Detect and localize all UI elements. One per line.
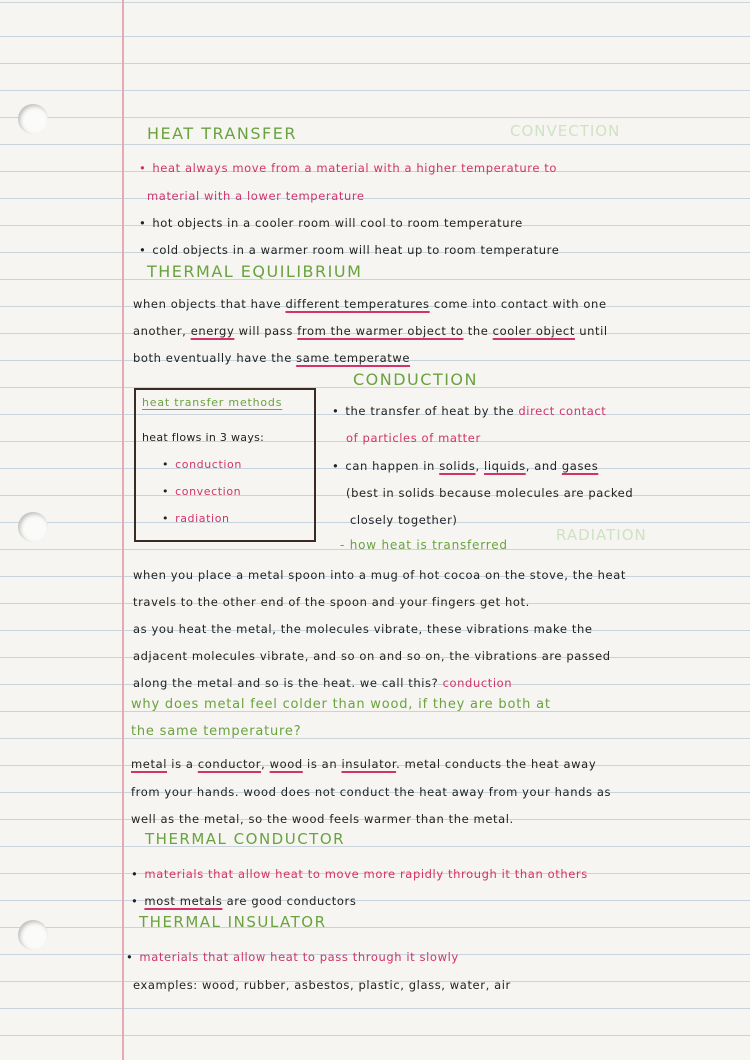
text: both eventually have the xyxy=(133,351,297,365)
underlined-text: same temperatwe xyxy=(296,351,411,365)
text: is a xyxy=(167,757,198,771)
method-item-convection xyxy=(162,485,241,498)
text: when objects that have xyxy=(133,297,286,311)
punch-hole-middle xyxy=(18,512,48,542)
bullet: • xyxy=(139,243,147,257)
conductor-bullet-1 xyxy=(131,867,588,881)
underlined-text: cooler object xyxy=(492,324,575,338)
example-line-3: as you heat the metal, the molecules vibrate, these vibrations make the xyxy=(133,622,593,636)
underlined-text: insulator xyxy=(341,757,397,771)
answer-line-3: well as the metal, so the wood feels warmer than the metal. xyxy=(131,812,514,826)
answer-line-1 xyxy=(131,757,596,771)
bullet-text: heat always move from a material with a higher temperature to xyxy=(152,161,558,175)
bullet-text: materials that allow heat to pass through it slowly xyxy=(139,950,459,964)
highlight-text: conduction xyxy=(442,676,513,690)
heat-transfer-bullet-2 xyxy=(139,216,523,230)
insulator-examples: examples: wood, rubber, asbestos, plastic, glass, water, air xyxy=(133,978,511,992)
text: come into contact with one xyxy=(429,297,607,311)
heat-transfer-bullet-3 xyxy=(139,243,559,257)
answer-line-2: from your hands. wood does not conduct the heat away from your hands as xyxy=(131,785,612,799)
bullet: • xyxy=(162,458,170,471)
underlined-text: from the warmer object to xyxy=(297,324,464,338)
equilibrium-line-2 xyxy=(133,324,608,338)
text: , xyxy=(261,757,270,771)
bullet: • xyxy=(162,512,170,525)
conduction-note-1: (best in solids because molecules are packed xyxy=(346,486,634,500)
conduction-note-2: closely together) xyxy=(350,513,458,527)
heat-transfer-bullet-1-cont: material with a lower temperature xyxy=(147,189,365,203)
punch-hole-bottom xyxy=(18,920,48,950)
underlined-text: most metals xyxy=(144,894,223,908)
text: the transfer of heat by the xyxy=(345,404,519,418)
text: will pass xyxy=(234,324,298,338)
heading-thermal-equilibrium: THERMAL EQUILIBRIUM xyxy=(147,262,363,281)
example-line-4: adjacent molecules vibrate, and so on and so on, the vibrations are passed xyxy=(133,649,611,663)
heading-conduction: CONDUCTION xyxy=(353,370,478,389)
underlined-text: liquids xyxy=(484,459,526,473)
methods-box-title: heat transfer methods xyxy=(142,396,283,409)
bullet: • xyxy=(126,950,134,964)
methods-box-intro: heat flows in 3 ways: xyxy=(142,431,265,444)
conduction-bullet-1 xyxy=(332,404,606,418)
bullet: • xyxy=(131,867,139,881)
punch-hole-top xyxy=(18,104,48,134)
underlined-text: wood xyxy=(269,757,303,771)
text: the xyxy=(463,324,493,338)
conduction-how-label: - how heat is transferred xyxy=(340,538,508,552)
example-line-2: travels to the other end of the spoon and your fingers get hot. xyxy=(133,595,530,609)
bullet: • xyxy=(139,161,147,175)
question-line-1: why does metal feel colder than wood, if they are both at xyxy=(131,697,551,712)
method-label: convection xyxy=(175,485,242,498)
bullet-text: hot objects in a cooler room will cool to room temperature xyxy=(152,216,523,230)
heat-transfer-bullet-1 xyxy=(139,161,557,175)
conductor-bullet-2 xyxy=(131,894,356,908)
text: another, xyxy=(133,324,191,338)
bullet: • xyxy=(139,216,147,230)
heading-thermal-conductor: THERMAL CONDUCTOR xyxy=(145,830,346,848)
heading-thermal-insulator: THERMAL INSULATOR xyxy=(139,913,327,931)
equilibrium-line-3 xyxy=(133,351,410,365)
heat-transfer-methods-box xyxy=(134,388,316,542)
bullet-text: materials that allow heat to move more rapidly through it than others xyxy=(144,867,588,881)
bullet: • xyxy=(332,404,340,418)
text: can happen in xyxy=(345,459,440,473)
method-label: radiation xyxy=(175,512,230,525)
insulator-bullet-1 xyxy=(126,950,459,964)
margin-line xyxy=(122,0,124,1060)
question-line-2: the same temperature? xyxy=(131,724,302,739)
bullet-text: cold objects in a warmer room will heat up to room temperature xyxy=(152,243,560,257)
text: , and xyxy=(525,459,562,473)
example-line-5 xyxy=(133,676,512,690)
underlined-text: conductor xyxy=(197,757,262,771)
show-through-convection: CONVECTION xyxy=(510,122,621,140)
text: until xyxy=(574,324,608,338)
equilibrium-line-1 xyxy=(133,297,607,311)
bullet: • xyxy=(131,894,139,908)
conduction-bullet-1-cont: of particles of matter xyxy=(346,431,481,445)
text: is an xyxy=(302,757,342,771)
heading-heat-transfer: HEAT TRANSFER xyxy=(147,124,297,143)
underlined-text: energy xyxy=(190,324,235,338)
highlight-text: direct contact xyxy=(518,404,607,418)
underlined-text: solids xyxy=(439,459,476,473)
underlined-text: different temperatures xyxy=(285,297,430,311)
method-item-conduction xyxy=(162,458,242,471)
method-label: conduction xyxy=(175,458,242,471)
show-through-radiation: RADIATION xyxy=(556,526,647,544)
underlined-text: metal xyxy=(131,757,168,771)
bullet: • xyxy=(162,485,170,498)
text: are good conductors xyxy=(222,894,357,908)
example-line-1: when you place a metal spoon into a mug of hot cocoa on the stove, the heat xyxy=(133,568,626,582)
underlined-text: gases xyxy=(561,459,599,473)
text: along the metal and so is the heat. we call this? xyxy=(133,676,443,690)
text: . metal conducts the heat away xyxy=(396,757,597,771)
bullet: • xyxy=(332,459,340,473)
conduction-bullet-2: • can happen in solids, liquids, and gases xyxy=(332,459,599,473)
method-item-radiation xyxy=(162,512,230,525)
